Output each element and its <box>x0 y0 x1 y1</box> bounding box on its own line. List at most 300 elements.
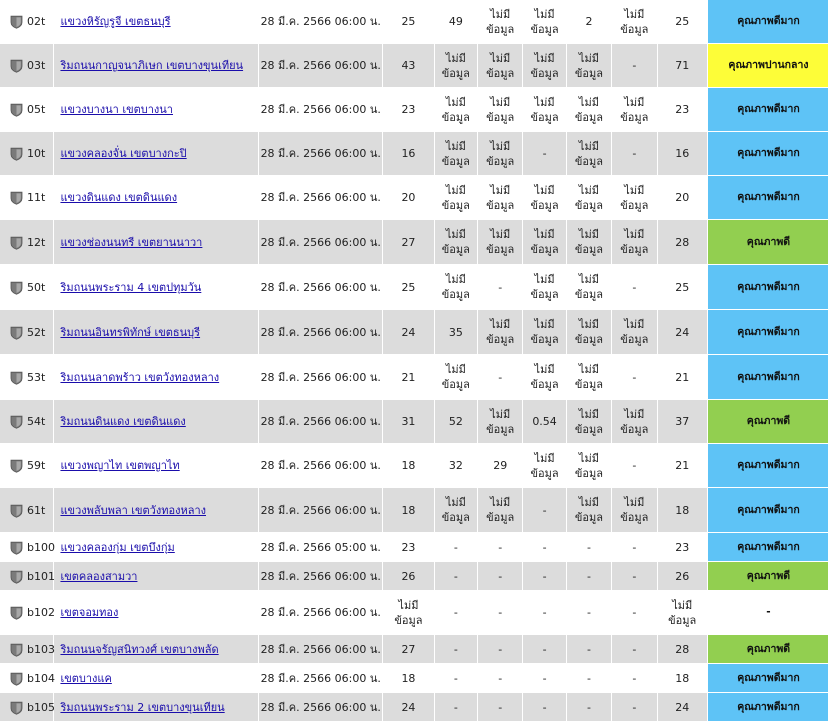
aqi-value: 28 <box>675 235 690 249</box>
co-value: ไม่มี ข้อมูล <box>530 363 559 391</box>
station-id-cell <box>0 693 53 721</box>
value-cell <box>383 88 433 131</box>
station-name-link[interactable]: ริมถนนพระราม 4 เขตปทุมวัน <box>60 280 202 294</box>
so2-value: - <box>632 606 637 619</box>
station-name-link[interactable]: ริมถนนอินทรพิทักษ์ เขตธนบุรี <box>60 325 201 339</box>
co-value: - <box>542 606 547 619</box>
station-id: 53t <box>27 370 46 384</box>
value-cell <box>658 265 707 309</box>
date-cell <box>259 591 382 634</box>
date-cell <box>259 664 382 692</box>
value-cell <box>478 176 522 219</box>
station-name-cell <box>54 533 258 561</box>
value-cell <box>435 400 477 443</box>
shield-icon <box>10 371 23 385</box>
pm10-value: - <box>453 569 458 583</box>
co-value: ไม่มี ข้อมูล <box>530 228 559 256</box>
so2-value: - <box>632 569 637 583</box>
value-cell <box>658 220 707 264</box>
station-name-cell <box>54 635 258 663</box>
station-name-cell <box>54 664 258 692</box>
aqi-value: 25 <box>675 15 690 28</box>
aqi-value: 37 <box>675 415 690 428</box>
quality-badge <box>708 591 828 634</box>
value-cell <box>435 533 477 561</box>
value-cell <box>383 444 433 487</box>
value-cell <box>567 488 611 532</box>
pm10-value: - <box>453 671 458 685</box>
so2-value: - <box>632 700 637 714</box>
value-cell <box>567 44 611 87</box>
station-name-link[interactable]: แขวงดินแดง เขตดินแดง <box>60 191 178 204</box>
value-cell <box>523 562 565 590</box>
table-row <box>0 562 828 590</box>
station-id-cell <box>0 533 53 561</box>
o3-value: ไม่มี ข้อมูล <box>486 7 515 36</box>
measurement-date: 28 มี.ค. 2566 06:00 น. <box>260 503 381 517</box>
measurement-date: 28 มี.ค. 2566 06:00 น. <box>260 103 381 116</box>
pm10-value: ไม่มี ข้อมูล <box>441 496 470 524</box>
co-value: ไม่มี ข้อมูล <box>530 451 559 480</box>
pm25-value: 27 <box>401 235 416 249</box>
aqi-value: 28 <box>675 642 690 656</box>
station-id: b105 <box>27 700 55 714</box>
pm10-value: - <box>453 540 458 554</box>
station-id-cell <box>0 635 53 663</box>
o3-value: ไม่มี ข้อมูล <box>486 183 515 212</box>
shield-icon <box>10 326 23 340</box>
o3-value: ไม่มี ข้อมูล <box>486 318 515 346</box>
pm10-value: 32 <box>448 459 463 472</box>
pm25-value: 21 <box>401 370 416 384</box>
station-id-cell <box>0 44 53 87</box>
value-cell <box>478 635 522 663</box>
so2-value: - <box>632 280 637 294</box>
station-name-link[interactable]: เขตบางแค <box>60 671 112 685</box>
station-name-cell <box>54 400 258 443</box>
station-id: 02t <box>27 15 46 28</box>
quality-label: คุณภาพดีมาก <box>737 370 800 383</box>
station-id-cell <box>0 355 53 399</box>
station-name-cell <box>54 0 258 43</box>
value-cell <box>567 88 611 131</box>
station-id-cell <box>0 0 53 43</box>
shield-icon <box>10 459 23 473</box>
value-cell <box>478 265 522 309</box>
so2-value: - <box>632 540 637 554</box>
value-cell <box>567 132 611 175</box>
value-cell <box>523 400 565 443</box>
value-cell <box>523 220 565 264</box>
no2-value: ไม่มี ข้อมูล <box>574 51 603 80</box>
station-id: b103 <box>27 642 55 656</box>
table-row <box>0 533 828 561</box>
value-cell <box>612 0 656 43</box>
o3-value: - <box>498 370 503 384</box>
station-id: 59t <box>27 459 46 472</box>
value-cell <box>478 533 522 561</box>
value-cell <box>523 635 565 663</box>
o3-value: - <box>498 700 503 714</box>
no2-value: - <box>586 700 591 714</box>
value-cell <box>523 355 565 399</box>
pm25-value: 27 <box>401 642 416 656</box>
aqi-value: 21 <box>675 459 690 472</box>
value-cell <box>658 444 707 487</box>
station-name-cell <box>54 88 258 131</box>
table-row <box>0 265 828 309</box>
o3-value: ไม่มี ข้อมูล <box>486 51 515 80</box>
shield-icon <box>10 701 23 715</box>
station-name-link[interactable]: เขตคลองสามวา <box>60 569 138 583</box>
value-cell <box>523 0 565 43</box>
aqi-value: 25 <box>675 280 690 294</box>
no2-value: ไม่มี ข้อมูล <box>574 139 603 168</box>
value-cell <box>658 132 707 175</box>
o3-value: ไม่มี ข้อมูล <box>486 139 515 168</box>
station-id-cell <box>0 265 53 309</box>
value-cell <box>523 88 565 131</box>
co-value: ไม่มี ข้อมูล <box>530 183 559 212</box>
shield-icon <box>10 504 23 518</box>
station-id-cell <box>0 176 53 219</box>
value-cell <box>658 635 707 663</box>
date-cell <box>259 444 382 487</box>
station-name-link[interactable]: ริมถนนพระราม 2 เขตบางขุนเทียน <box>60 700 225 714</box>
value-cell <box>567 400 611 443</box>
o3-value: - <box>498 606 503 619</box>
quality-label: คุณภาพดีมาก <box>737 191 800 203</box>
co-value: - <box>542 569 547 583</box>
co-value: - <box>542 540 547 554</box>
station-name-link[interactable]: แขวงบางนา เขตบางนา <box>60 103 173 116</box>
quality-label: คุณภาพปานกลาง <box>728 59 809 71</box>
value-cell <box>612 591 656 634</box>
value-cell <box>383 44 433 87</box>
value-cell <box>523 265 565 309</box>
no2-value: ไม่มี ข้อมูล <box>574 363 603 391</box>
quality-badge <box>708 310 828 354</box>
no2-value: ไม่มี ข้อมูล <box>574 318 603 346</box>
pm10-value: - <box>453 642 458 656</box>
value-cell <box>478 132 522 175</box>
o3-value: - <box>498 642 503 656</box>
value-cell <box>383 562 433 590</box>
value-cell <box>478 88 522 131</box>
date-cell <box>259 355 382 399</box>
station-id: 54t <box>27 415 46 428</box>
table-row <box>0 88 828 131</box>
value-cell <box>612 265 656 309</box>
value-cell <box>612 220 656 264</box>
quality-badge <box>708 400 828 443</box>
value-cell <box>383 310 433 354</box>
no2-value: ไม่มี ข้อมูล <box>574 496 603 524</box>
co-value: ไม่มี ข้อมูล <box>530 95 559 124</box>
station-name-cell <box>54 355 258 399</box>
station-id: 05t <box>27 103 46 116</box>
station-id-cell <box>0 664 53 692</box>
shield-icon <box>10 147 23 161</box>
value-cell <box>567 310 611 354</box>
quality-label: คุณภาพดีมาก <box>737 540 800 553</box>
shield-icon <box>10 606 23 620</box>
so2-value: ไม่มี ข้อมูล <box>620 95 649 124</box>
pm25-value: 24 <box>401 325 416 339</box>
quality-label: คุณภาพดีมาก <box>737 459 800 471</box>
aqi-value: 18 <box>675 503 690 517</box>
quality-label: คุณภาพดีมาก <box>737 15 800 27</box>
value-cell <box>658 664 707 692</box>
value-cell <box>523 132 565 175</box>
station-name-link[interactable]: แขวงคลองกุ่ม เขตบึงกุ่ม <box>60 540 175 554</box>
value-cell <box>658 355 707 399</box>
table-row <box>0 635 828 663</box>
station-id: b102 <box>27 606 55 619</box>
no2-value: ไม่มี ข้อมูล <box>574 273 603 301</box>
value-cell <box>567 693 611 721</box>
date-cell <box>259 310 382 354</box>
so2-value: - <box>632 671 637 685</box>
station-id: 12t <box>27 235 46 249</box>
quality-badge <box>708 533 828 561</box>
quality-label: คุณภาพดี <box>746 569 791 582</box>
pm25-value: 26 <box>401 569 416 583</box>
aqi-value: 24 <box>675 325 690 339</box>
so2-value: ไม่มี ข้อมูล <box>620 318 649 346</box>
pm10-value: 35 <box>448 325 463 339</box>
value-cell <box>658 176 707 219</box>
station-id: 10t <box>27 147 46 160</box>
station-name-link[interactable]: แขวงพลับพลา เขตวังทองหลาง <box>60 503 206 517</box>
value-cell <box>658 488 707 532</box>
value-cell <box>383 176 433 219</box>
value-cell <box>435 693 477 721</box>
value-cell <box>435 310 477 354</box>
pm25-value: ไม่มี ข้อมูล <box>394 598 423 627</box>
measurement-date: 28 มี.ค. 2566 06:00 น. <box>260 191 381 204</box>
station-name-link[interactable]: แขวงหิรัญรูจี เขตธนบุรี <box>60 15 171 28</box>
station-id-cell <box>0 220 53 264</box>
station-name-cell <box>54 591 258 634</box>
value-cell <box>612 176 656 219</box>
pm25-value: 23 <box>401 103 416 116</box>
co-value: ไม่มี ข้อมูล <box>530 318 559 346</box>
station-name-cell <box>54 220 258 264</box>
value-cell <box>435 44 477 87</box>
value-cell <box>478 44 522 87</box>
quality-label: คุณภาพดีมาก <box>737 700 800 713</box>
value-cell <box>478 400 522 443</box>
station-id-cell <box>0 444 53 487</box>
value-cell <box>435 591 477 634</box>
value-cell <box>567 562 611 590</box>
station-id-cell <box>0 310 53 354</box>
station-id-cell <box>0 591 53 634</box>
measurement-date: 28 มี.ค. 2566 06:00 น. <box>260 370 381 384</box>
co-value: ไม่มี ข้อมูล <box>530 51 559 80</box>
station-name-cell <box>54 444 258 487</box>
quality-badge <box>708 132 828 175</box>
pm10-value: ไม่มี ข้อมูล <box>441 51 470 80</box>
value-cell <box>567 635 611 663</box>
value-cell <box>523 533 565 561</box>
no2-value: ไม่มี ข้อมูล <box>574 228 603 256</box>
table-row <box>0 0 828 43</box>
value-cell <box>612 533 656 561</box>
date-cell <box>259 693 382 721</box>
value-cell <box>435 444 477 487</box>
co-value: - <box>542 147 547 160</box>
pm25-value: 25 <box>401 15 416 28</box>
value-cell <box>658 88 707 131</box>
value-cell <box>612 132 656 175</box>
station-name-link[interactable]: แขวงช่องนนทรี เขตยานนาวา <box>60 235 203 249</box>
measurement-date: 28 มี.ค. 2566 06:00 น. <box>260 15 381 28</box>
station-id: 61t <box>27 503 46 517</box>
value-cell <box>523 488 565 532</box>
table-row <box>0 220 828 264</box>
measurement-date: 28 มี.ค. 2566 06:00 น. <box>260 280 381 294</box>
aqi-value: 71 <box>675 59 690 72</box>
station-name-cell <box>54 488 258 532</box>
quality-badge <box>708 265 828 309</box>
value-cell <box>383 533 433 561</box>
value-cell <box>383 400 433 443</box>
table-row <box>0 693 828 721</box>
value-cell <box>383 635 433 663</box>
date-cell <box>259 44 382 87</box>
quality-label: คุณภาพดีมาก <box>737 280 800 293</box>
station-name-cell <box>54 693 258 721</box>
so2-value: - <box>632 59 637 72</box>
value-cell <box>567 533 611 561</box>
pm25-value: 24 <box>401 700 416 714</box>
station-name-link[interactable]: แขวงพญาไท เขตพญาไท <box>60 459 180 472</box>
table-row <box>0 488 828 532</box>
value-cell <box>383 265 433 309</box>
value-cell <box>435 562 477 590</box>
value-cell <box>658 44 707 87</box>
value-cell <box>567 591 611 634</box>
no2-value: ไม่มี ข้อมูล <box>574 183 603 212</box>
shield-icon <box>10 570 23 584</box>
station-name-cell <box>54 132 258 175</box>
quality-label: คุณภาพดี <box>746 235 791 248</box>
pm25-value: 18 <box>401 459 416 472</box>
pm10-value: ไม่มี ข้อมูล <box>441 183 470 212</box>
so2-value: ไม่มี ข้อมูล <box>620 407 649 436</box>
pm10-value: - <box>453 700 458 714</box>
shield-icon <box>10 415 23 429</box>
value-cell <box>523 591 565 634</box>
value-cell <box>612 635 656 663</box>
value-cell <box>435 355 477 399</box>
value-cell <box>435 176 477 219</box>
o3-value: - <box>498 671 503 685</box>
shield-icon <box>10 15 23 29</box>
measurement-date: 28 มี.ค. 2566 05:00 น. <box>260 540 381 554</box>
quality-badge <box>708 635 828 663</box>
table-row <box>0 355 828 399</box>
shield-icon <box>10 672 23 686</box>
value-cell <box>567 0 611 43</box>
value-cell <box>478 488 522 532</box>
date-cell <box>259 220 382 264</box>
table-row <box>0 400 828 443</box>
so2-value: ไม่มี ข้อมูล <box>620 228 649 256</box>
quality-badge <box>708 488 828 532</box>
shield-icon <box>10 643 23 657</box>
value-cell <box>612 444 656 487</box>
station-name-link[interactable]: ริมถนนดินแดง เขตดินแดง <box>60 415 186 428</box>
station-name-link[interactable]: เขตจอมทอง <box>60 606 119 619</box>
quality-label: คุณภาพดี <box>746 642 791 655</box>
station-id: b104 <box>27 671 55 685</box>
pm25-value: 16 <box>401 147 416 160</box>
station-id: 52t <box>27 325 46 339</box>
value-cell <box>478 591 522 634</box>
value-cell <box>523 310 565 354</box>
date-cell <box>259 132 382 175</box>
co-value: ไม่มี ข้อมูล <box>530 7 559 36</box>
station-name-cell <box>54 310 258 354</box>
so2-value: - <box>632 370 637 384</box>
aqi-value: 20 <box>675 191 690 204</box>
value-cell <box>435 88 477 131</box>
shield-icon <box>10 103 23 117</box>
pm10-value: - <box>453 606 458 619</box>
value-cell <box>478 562 522 590</box>
station-name-link[interactable]: ริมถนนลาดพร้าว เขตวังทองหลาง <box>60 370 220 384</box>
table-row <box>0 664 828 692</box>
station-id: b100 <box>27 540 55 554</box>
date-cell <box>259 562 382 590</box>
value-cell <box>658 400 707 443</box>
quality-badge <box>708 176 828 219</box>
value-cell <box>383 488 433 532</box>
pm10-value: ไม่มี ข้อมูล <box>441 95 470 124</box>
o3-value: ไม่มี ข้อมูล <box>486 95 515 124</box>
station-name-link[interactable]: แขวงคลองจั่น เขตบางกะปิ <box>60 147 187 160</box>
quality-label: คุณภาพดีมาก <box>737 325 800 338</box>
station-name-link[interactable]: ริมถนนกาญจนาภิเษก เขตบางขุนเทียน <box>60 59 244 72</box>
o3-value: ไม่มี ข้อมูล <box>486 228 515 256</box>
station-id: 03t <box>27 59 46 72</box>
value-cell <box>383 132 433 175</box>
shield-icon <box>10 191 23 205</box>
co-value: - <box>542 503 547 517</box>
value-cell <box>658 0 707 43</box>
no2-value: - <box>586 540 591 554</box>
station-name-cell <box>54 562 258 590</box>
quality-label: คุณภาพดีมาก <box>737 103 800 115</box>
value-cell <box>435 132 477 175</box>
no2-value: - <box>586 606 591 619</box>
value-cell <box>567 355 611 399</box>
value-cell <box>567 220 611 264</box>
value-cell <box>612 88 656 131</box>
station-name-cell <box>54 176 258 219</box>
co-value: - <box>542 642 547 656</box>
o3-value: - <box>498 569 503 583</box>
station-name-link[interactable]: ริมถนนจรัญสนิทวงศ์ เขตบางพลัด <box>60 642 219 656</box>
value-cell <box>478 664 522 692</box>
value-cell <box>478 693 522 721</box>
value-cell <box>383 355 433 399</box>
value-cell <box>478 0 522 43</box>
station-id: b101 <box>27 569 55 583</box>
